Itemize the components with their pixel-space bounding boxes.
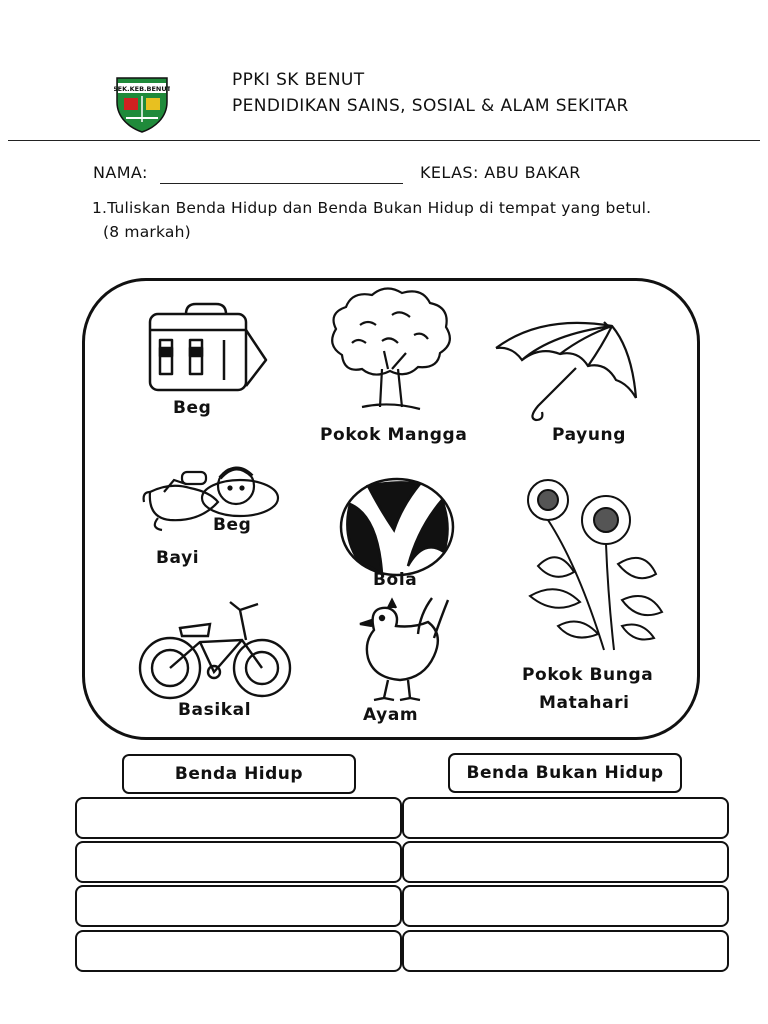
label-beg: Beg: [173, 398, 212, 418]
label-beg-overlay: Beg: [213, 515, 252, 535]
label-pokok-bunga: Pokok Bunga: [522, 665, 654, 685]
umbrella-icon: [492, 320, 642, 428]
question-marks: (8 markah): [103, 223, 191, 241]
label-payung: Payung: [552, 425, 627, 445]
chicken-icon: [348, 594, 452, 708]
label-bayi: Bayi: [156, 548, 200, 568]
answer-cell-living-2[interactable]: [75, 841, 402, 883]
label-pokok-mangga: Pokok Mangga: [320, 425, 468, 445]
tree-icon: [322, 285, 458, 419]
answer-cell-living-4[interactable]: [75, 930, 402, 972]
answer-cell-living-3[interactable]: [75, 885, 402, 927]
header-divider: [8, 140, 760, 141]
answer-cell-living-1[interactable]: [75, 797, 402, 839]
svg-text:SEK.KEB.BENUT: SEK.KEB.BENUT: [114, 85, 170, 93]
question-text: 1.Tuliskan Benda Hidup dan Benda Bukan Hidup di tempat yang betul.: [92, 199, 652, 217]
label-matahari: Matahari: [539, 693, 630, 713]
header-benda-hidup: Benda Hidup: [122, 754, 356, 794]
label-basikal: Basikal: [178, 700, 252, 720]
answer-cell-nonliving-1[interactable]: [402, 797, 729, 839]
ball-icon: [338, 476, 456, 582]
name-label: NAMA:: [93, 163, 148, 182]
subject-title: PENDIDIKAN SAINS, SOSIAL & ALAM SEKITAR: [232, 96, 629, 116]
school-crest-icon: [114, 74, 170, 134]
sunflower-icon: [518, 476, 666, 658]
bag-icon: [146, 300, 270, 396]
baby-icon: [140, 462, 282, 538]
header-benda-bukan-hidup: Benda Bukan Hidup: [448, 753, 682, 793]
answer-cell-nonliving-3[interactable]: [402, 885, 729, 927]
answer-cell-nonliving-2[interactable]: [402, 841, 729, 883]
school-name: PPKI SK BENUT: [232, 70, 365, 90]
class-label: KELAS: ABU BAKAR: [420, 163, 581, 182]
label-ayam: Ayam: [363, 705, 419, 725]
name-blank-line[interactable]: [160, 183, 403, 184]
answer-cell-nonliving-4[interactable]: [402, 930, 729, 972]
label-bola: Bola: [373, 570, 418, 590]
bicycle-icon: [136, 594, 294, 708]
